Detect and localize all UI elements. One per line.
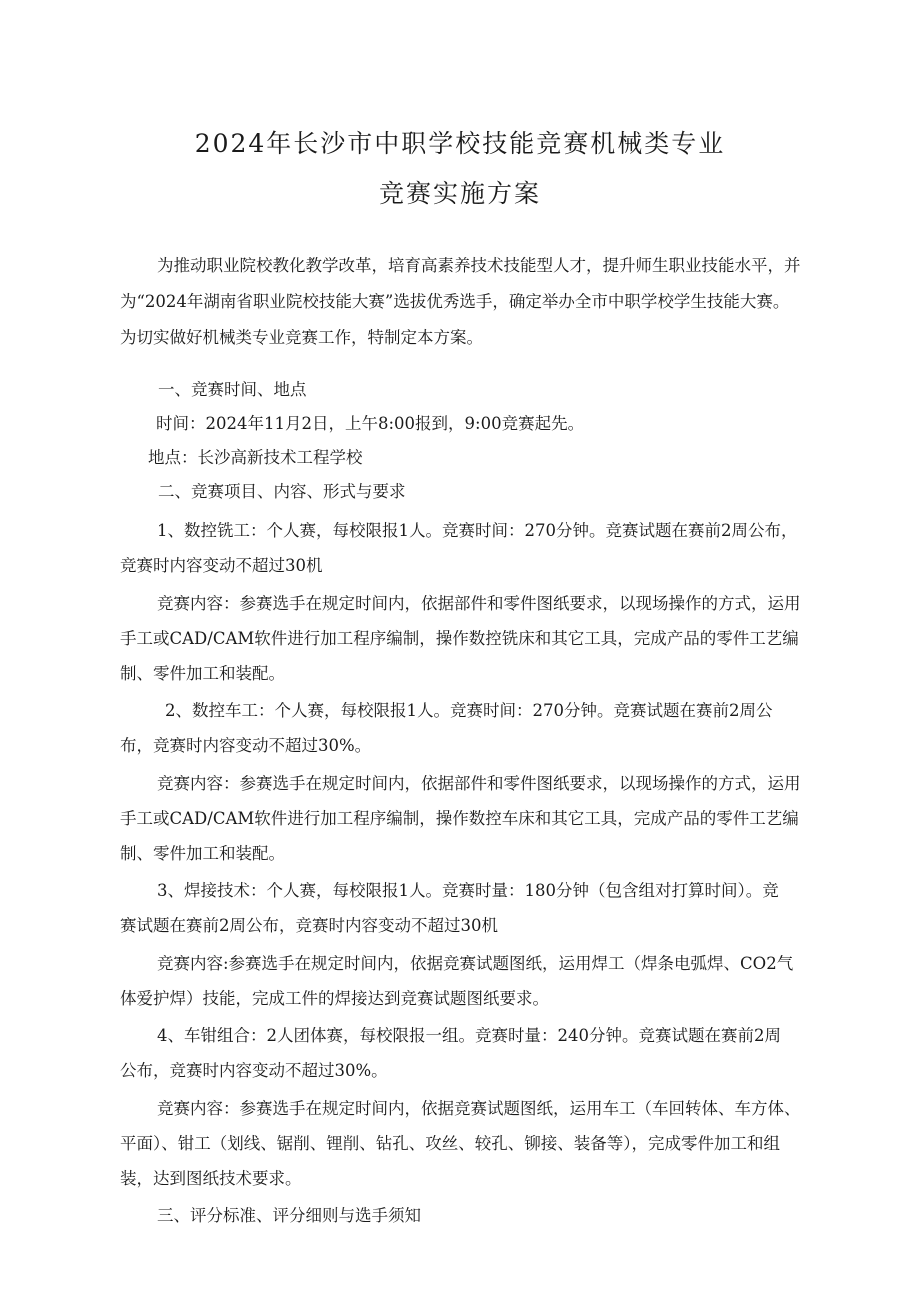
document-title-line-2: 竞赛实施方案: [378, 179, 541, 208]
document-title-line-1: 2024年长沙市中职学校技能竞赛机械类专业: [194, 129, 726, 158]
item-1-line-1: 1、数控铣工：个人赛，每校限报1人。竞赛时间：270分钟。竞赛试题在赛前2周公布，: [157, 521, 798, 540]
item-2-content-line-3: 制、零件加工和装配。: [120, 844, 285, 863]
item-1-content-line-1: 竞赛内容：参赛选手在规定时间内，依据部件和零件图纸要求，以现场操作的方式，运用: [157, 594, 801, 613]
intro-line-2: 为“2024年湖南省职业院校技能大赛”选拔优秀选手，确定举办全市中职学校学生技能大赛。: [120, 292, 790, 311]
item-1-content-line-3: 制、零件加工和装配。: [120, 664, 285, 683]
intro-line-1: 为推动职业院校教化教学改革，培育高素养技术技能型人才，提升师生职业技能水平，并: [157, 256, 801, 275]
section-1-place: 地点：长沙高新技术工程学校: [148, 448, 363, 467]
section-1-time: 时间：2024年11月2日，上午8:00报到，9:00竞赛起先。: [156, 414, 585, 433]
intro-line-3: 为切实做好机械类专业竞赛工作，特制定本方案。: [120, 328, 483, 347]
item-2-content-line-2: 手工或CAD/CAM软件进行加工程序编制，操作数控车床和其它工具，完成产品的零件工艺编: [120, 809, 799, 828]
item-3-line-2: 赛试题在赛前2周公布，竞赛时内容变动不超过30机: [120, 916, 498, 935]
item-4-content-line-2: 平面）、钳工（划线、锯削、锂削、钻孔、攻丝、较孔、铆接、装备等），完成零件加工和组: [120, 1134, 780, 1153]
item-2-line-2: 布，竞赛时内容变动不超过30%。: [120, 736, 372, 755]
item-3-content-line-2: 体爱护焊）技能，完成工件的焊接达到竞赛试题图纸要求。: [120, 989, 549, 1008]
item-4-content-line-1: 竞赛内容：参赛选手在规定时间内，依据竞赛试题图纸，运用车工（车回转体、车方体、: [157, 1099, 801, 1118]
item-2-content-line-1: 竞赛内容：参赛选手在规定时间内，依据部件和零件图纸要求，以现场操作的方式，运用: [157, 774, 801, 793]
section-3-heading: 三、评分标准、评分细则与选手须知: [157, 1206, 421, 1225]
item-1-line-2: 竞赛时内容变动不超过30机: [120, 556, 323, 575]
item-3-line-1: 3、焊接技术：个人赛，每校限报1人。竞赛时量：180分钟（包含组对打算时间）。竞: [157, 881, 779, 900]
item-3-content-line-1: 竞赛内容:参赛选手在规定时间内，依据竞赛试题图纸，运用焊工（焊条电弧焊、CO2气: [157, 954, 794, 973]
item-4-line-1: 4、车钳组合：2人团体赛，每校限报一组。竞赛时量：240分钟。竞赛试题在赛前2周: [157, 1026, 781, 1045]
item-4-line-2: 公布，竞赛时内容变动不超过30%。: [120, 1061, 388, 1080]
item-2-line-1: 2、数控车工：个人赛，每校限报1人。竞赛时间：270分钟。竞赛试题在赛前2周公: [165, 701, 773, 720]
section-2-heading: 二、竞赛项目、内容、形式与要求: [158, 482, 406, 501]
item-4-content-line-3: 装，达到图纸技术要求。: [120, 1169, 302, 1188]
item-1-content-line-2: 手工或CAD/CAM软件进行加工程序编制，操作数控铣床和其它工具，完成产品的零件工艺编: [120, 629, 799, 648]
section-1-heading: 一、竞赛时间、地点: [158, 380, 307, 399]
